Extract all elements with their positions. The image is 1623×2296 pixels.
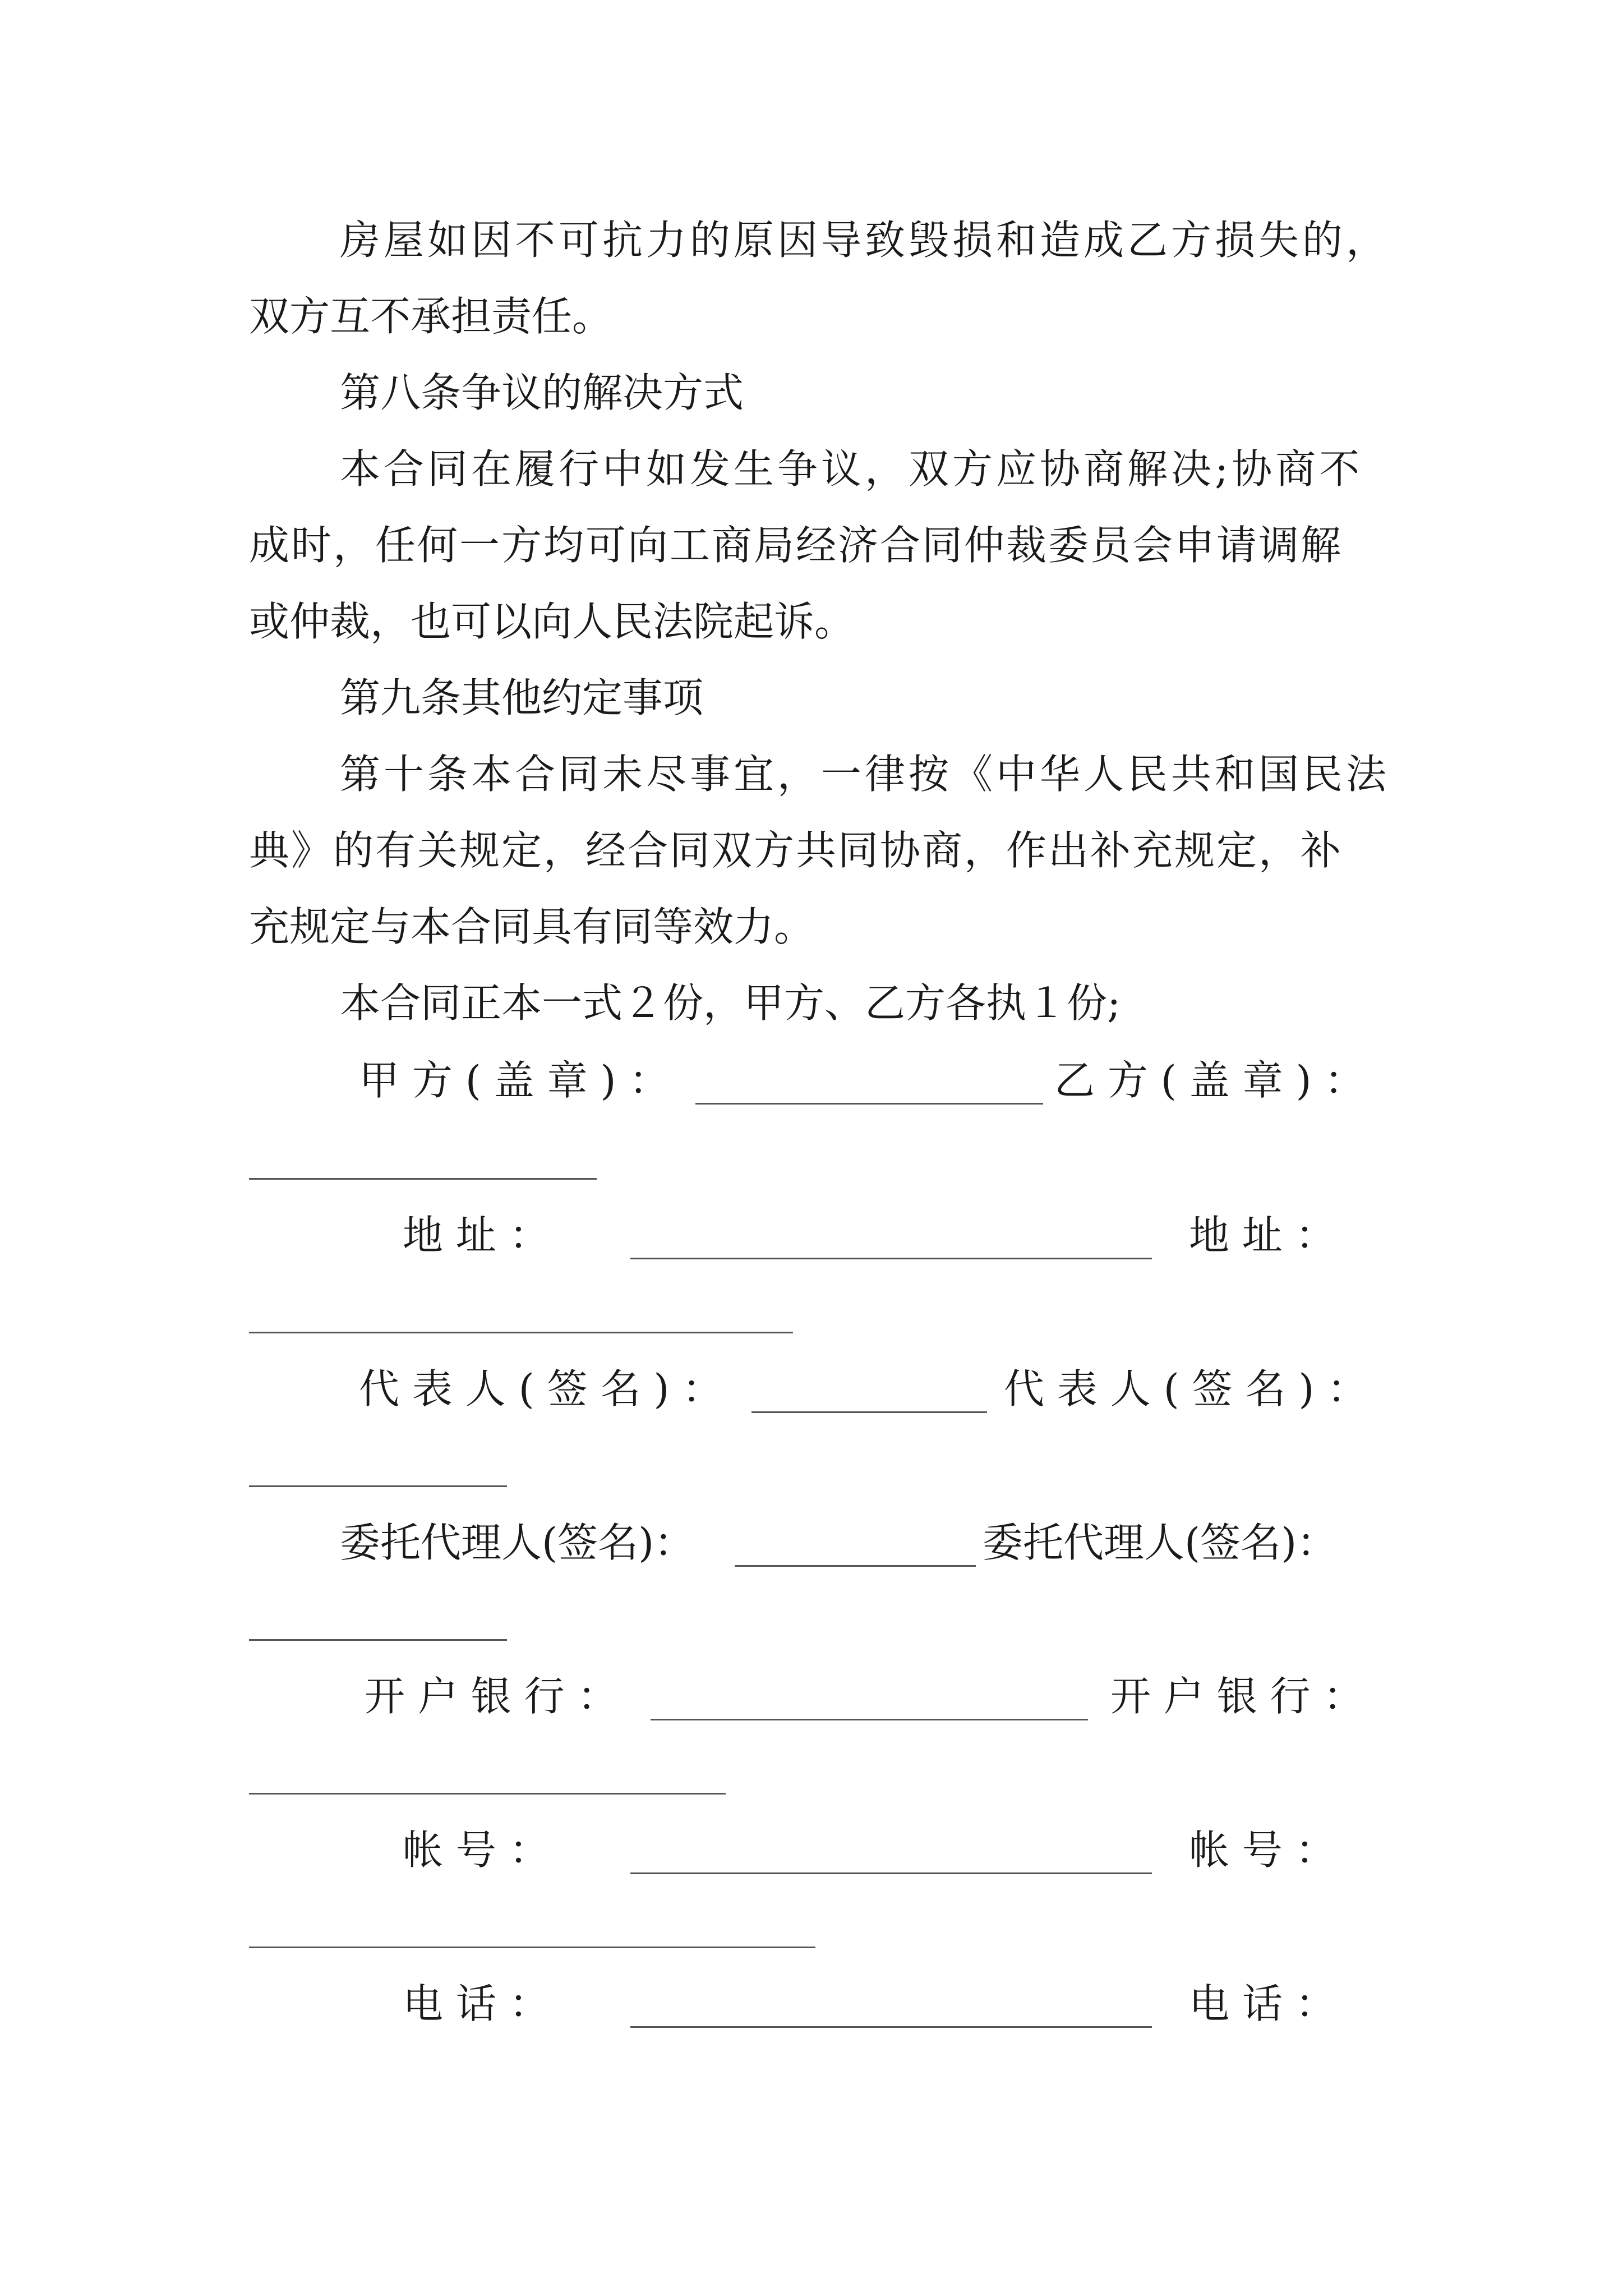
signature-blank (249, 1947, 815, 1948)
signature-blank (249, 1178, 597, 1180)
party-a-address-label: 地 址 ： (403, 1212, 550, 1259)
party-b-account-label: 帐 号 ： (1189, 1826, 1336, 1874)
signature-blank (651, 1719, 1088, 1720)
signature-blank (630, 1872, 1152, 1874)
party-a-phone-label: 电 话 ： (403, 1980, 550, 2027)
party-a-representative-label: 代 表 人 ( 签 名 ) ： (359, 1365, 723, 1412)
party-a-seal-label: 甲 方 ( 盖 章 ) ： (359, 1057, 670, 1104)
signature-blank (630, 2026, 1152, 2028)
paragraph-line: 本合同正本一式２份，甲方、乙方各执１份; (340, 979, 1121, 1027)
signature-blank (735, 1565, 976, 1567)
party-a-account-label: 帐 号 ： (403, 1826, 550, 1874)
paragraph-line: 或仲裁，也可以向人民法院起诉。 (249, 598, 855, 645)
paragraph-line: 双方互不承担责任。 (249, 293, 613, 340)
signature-blank (695, 1103, 1043, 1105)
party-b-phone-label: 电 话 ： (1189, 1980, 1336, 2027)
party-b-address-label: 地 址 ： (1189, 1212, 1336, 1259)
paragraph-line: 房屋如因不可抗力的原因导致毁损和造成乙方损失的， (340, 217, 1390, 264)
signature-blank (630, 1258, 1152, 1259)
paragraph-line: 第十条本合同未尽事宜，一律按《中华人民共和国民法 (340, 751, 1390, 798)
party-a-bank-label: 开 户 银 行 ： (365, 1673, 618, 1720)
party-b-seal-label: 乙 方 ( 盖 章 ) ： (1054, 1057, 1365, 1104)
party-b-agent-label: 委托代理人(签名)： (983, 1519, 1338, 1566)
section-heading: 第九条其他约定事项 (340, 674, 704, 721)
signature-blank (249, 1793, 726, 1795)
paragraph-line: 成时，任何一方均可向工商局经济合同仲裁委员会申请调解 (249, 522, 1343, 569)
paragraph-line: 本合同在履行中如发生争议，双方应协商解决;协商不 (340, 445, 1363, 493)
signature-blank (249, 1332, 793, 1333)
signature-blank (249, 1639, 507, 1641)
party-a-agent-label: 委托代理人(签名)： (340, 1519, 695, 1566)
party-b-representative-label: 代 表 人 ( 签 名 ) ： (1004, 1365, 1368, 1412)
paragraph-line: 典》的有关规定，经合同双方共同协商，作出补充规定，补 (249, 827, 1343, 874)
party-b-bank-label: 开 户 银 行 ： (1110, 1673, 1364, 1720)
section-heading: 第八条争议的解决方式 (340, 369, 744, 416)
paragraph-line: 充规定与本合同具有同等效力。 (249, 903, 815, 950)
signature-blank (249, 1485, 507, 1487)
signature-blank (751, 1411, 987, 1413)
